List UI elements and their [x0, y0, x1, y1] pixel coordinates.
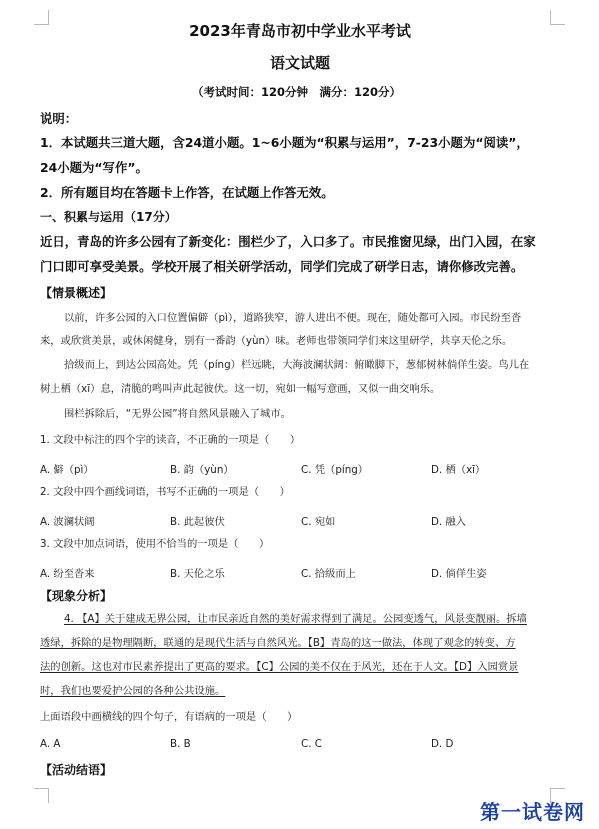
section-1-intro-line-2: 门口即可享受美景。学校开展了相关研学活动，同学们完成了研学日志，请你修改完善。 — [40, 259, 524, 274]
part-2-paragraph-line-4: 时，我们也要爱护公园的各种公共设施。 — [40, 685, 226, 697]
part-1-paragraph-2-line-2: 树上栖（xī）息，清脆的鸣叫声此起彼伏。这一切，宛如一幅写意画，又似一曲交响乐。 — [40, 383, 441, 395]
question-1-option-c[interactable]: C. 凭（píng） — [301, 464, 369, 476]
question-2-option-d[interactable]: D. 融入 — [431, 516, 467, 528]
crop-mark-top-left — [34, 10, 49, 25]
question-3-stem: 3. 文段中加点词语，使用不恰当的一项是（ ） — [40, 538, 270, 550]
question-4-option-a[interactable]: A. A — [40, 738, 61, 750]
question-4-stem: 上面语段中画横线的四个句子，有语病的一项是（ ） — [40, 711, 298, 723]
question-4-option-d[interactable]: D. D — [431, 738, 454, 750]
site-watermark-logo: 第一试卷网 — [480, 800, 585, 824]
instruction-item-2: 2．所有题目均在答题卡上作答，在试题上作答无效。 — [40, 185, 334, 200]
question-1-option-b[interactable]: B. 韵（yùn） — [170, 464, 234, 476]
part-2-heading: 【现象分析】 — [40, 589, 113, 603]
section-1-heading: 一、积累与运用（17分） — [40, 210, 177, 224]
question-3-options — [40, 565, 560, 579]
part-2-paragraph-line-3: 法的创新。这也对市民素养提出了更高的要求。【C】公园的美不仅在于风光，还在于人文。【D】入园赏景 — [40, 661, 519, 673]
question-2-option-b[interactable]: B. 此起彼伏 — [170, 516, 225, 528]
part-1-heading: 【情景概述】 — [40, 286, 113, 300]
exam-time-info: （考试时间：120分钟 满分：120分） — [192, 85, 402, 99]
instruction-item-1-line-1: 1．本试题共三道大题，含24道小题。1~6小题为“积累与运用”，7-23小题为“阅读”， — [40, 135, 529, 150]
question-4-options — [40, 738, 560, 752]
part-1-paragraph-3: 围栏拆除后，“无界公园”将自然风景融入了城市。 — [64, 408, 291, 420]
part-1-paragraph-1-line-1: 以前，许多公园的入口位置偏僻（pì），道路狭窄，游人进出不便。现在，随处都可入园。市民纷至沓 — [64, 312, 522, 324]
question-1-options — [40, 461, 560, 475]
question-2-options — [40, 513, 560, 527]
part-2-paragraph-line-2: 透绿，拆除的是物理隔断，联通的是现代生活与自然风光。【B】青岛的这一做法，体现了观念的转变、方 — [40, 637, 516, 649]
question-3-option-a[interactable]: A. 纷至沓来 — [40, 568, 95, 580]
part-1-paragraph-2-line-1: 拾级而上，到达公园高处。凭（píng）栏远眺，大海波澜状阔：俯瞰脚下，葱郁树林倘佯生姿。鸟儿在 — [64, 359, 530, 371]
question-1-option-a[interactable]: A. 僻（pì） — [40, 464, 94, 476]
question-1-option-d[interactable]: D. 栖（xī） — [431, 464, 486, 476]
exam-title: 2023年青岛市初中学业水平考试 — [189, 22, 411, 40]
question-4-option-c[interactable]: C. C — [301, 738, 322, 750]
question-3-option-d[interactable]: D. 倘佯生姿 — [431, 568, 487, 580]
exam-subject: 语文试题 — [269, 54, 330, 72]
question-2-option-c[interactable]: C. 宛如 — [301, 516, 336, 528]
question-1-stem: 1. 文段中标注的四个字的读音，不正确的一项是（ ） — [40, 434, 301, 446]
part-1-paragraph-1-line-2: 来，或欣赏美景，或休闲健身，别有一番韵（yùn）味。老师也带领同学们来这里研学，共享天伦之乐。 — [40, 335, 513, 347]
section-1-intro-line-1: 近日，青岛的许多公园有了新变化：围栏少了，入口多了。市民推窗见绿，出门入园，在家 — [40, 234, 536, 249]
instructions-label: 说明： — [40, 111, 78, 126]
instruction-item-1-line-2: 24小题为“写作”。 — [40, 160, 148, 175]
question-2-stem: 2. 文段中四个画线词语，书写不正确的一项是（ ） — [40, 486, 290, 498]
question-3-option-b[interactable]: B. 天伦之乐 — [170, 568, 225, 580]
question-3-option-c[interactable]: C. 拾级而上 — [301, 568, 356, 580]
question-4-option-b[interactable]: B. B — [170, 738, 191, 750]
part-3-heading: 【活动结语】 — [40, 763, 113, 777]
question-2-option-a[interactable]: A. 波澜状阔 — [40, 516, 95, 528]
crop-mark-bottom-left — [34, 788, 49, 803]
part-2-paragraph-line-1: 4. 【A】关于建成无界公园，让市民亲近自然的美好需求得到了满足。公园变透气，风景变靓丽。拆墙 — [64, 613, 527, 625]
crop-mark-top-right — [550, 10, 565, 25]
